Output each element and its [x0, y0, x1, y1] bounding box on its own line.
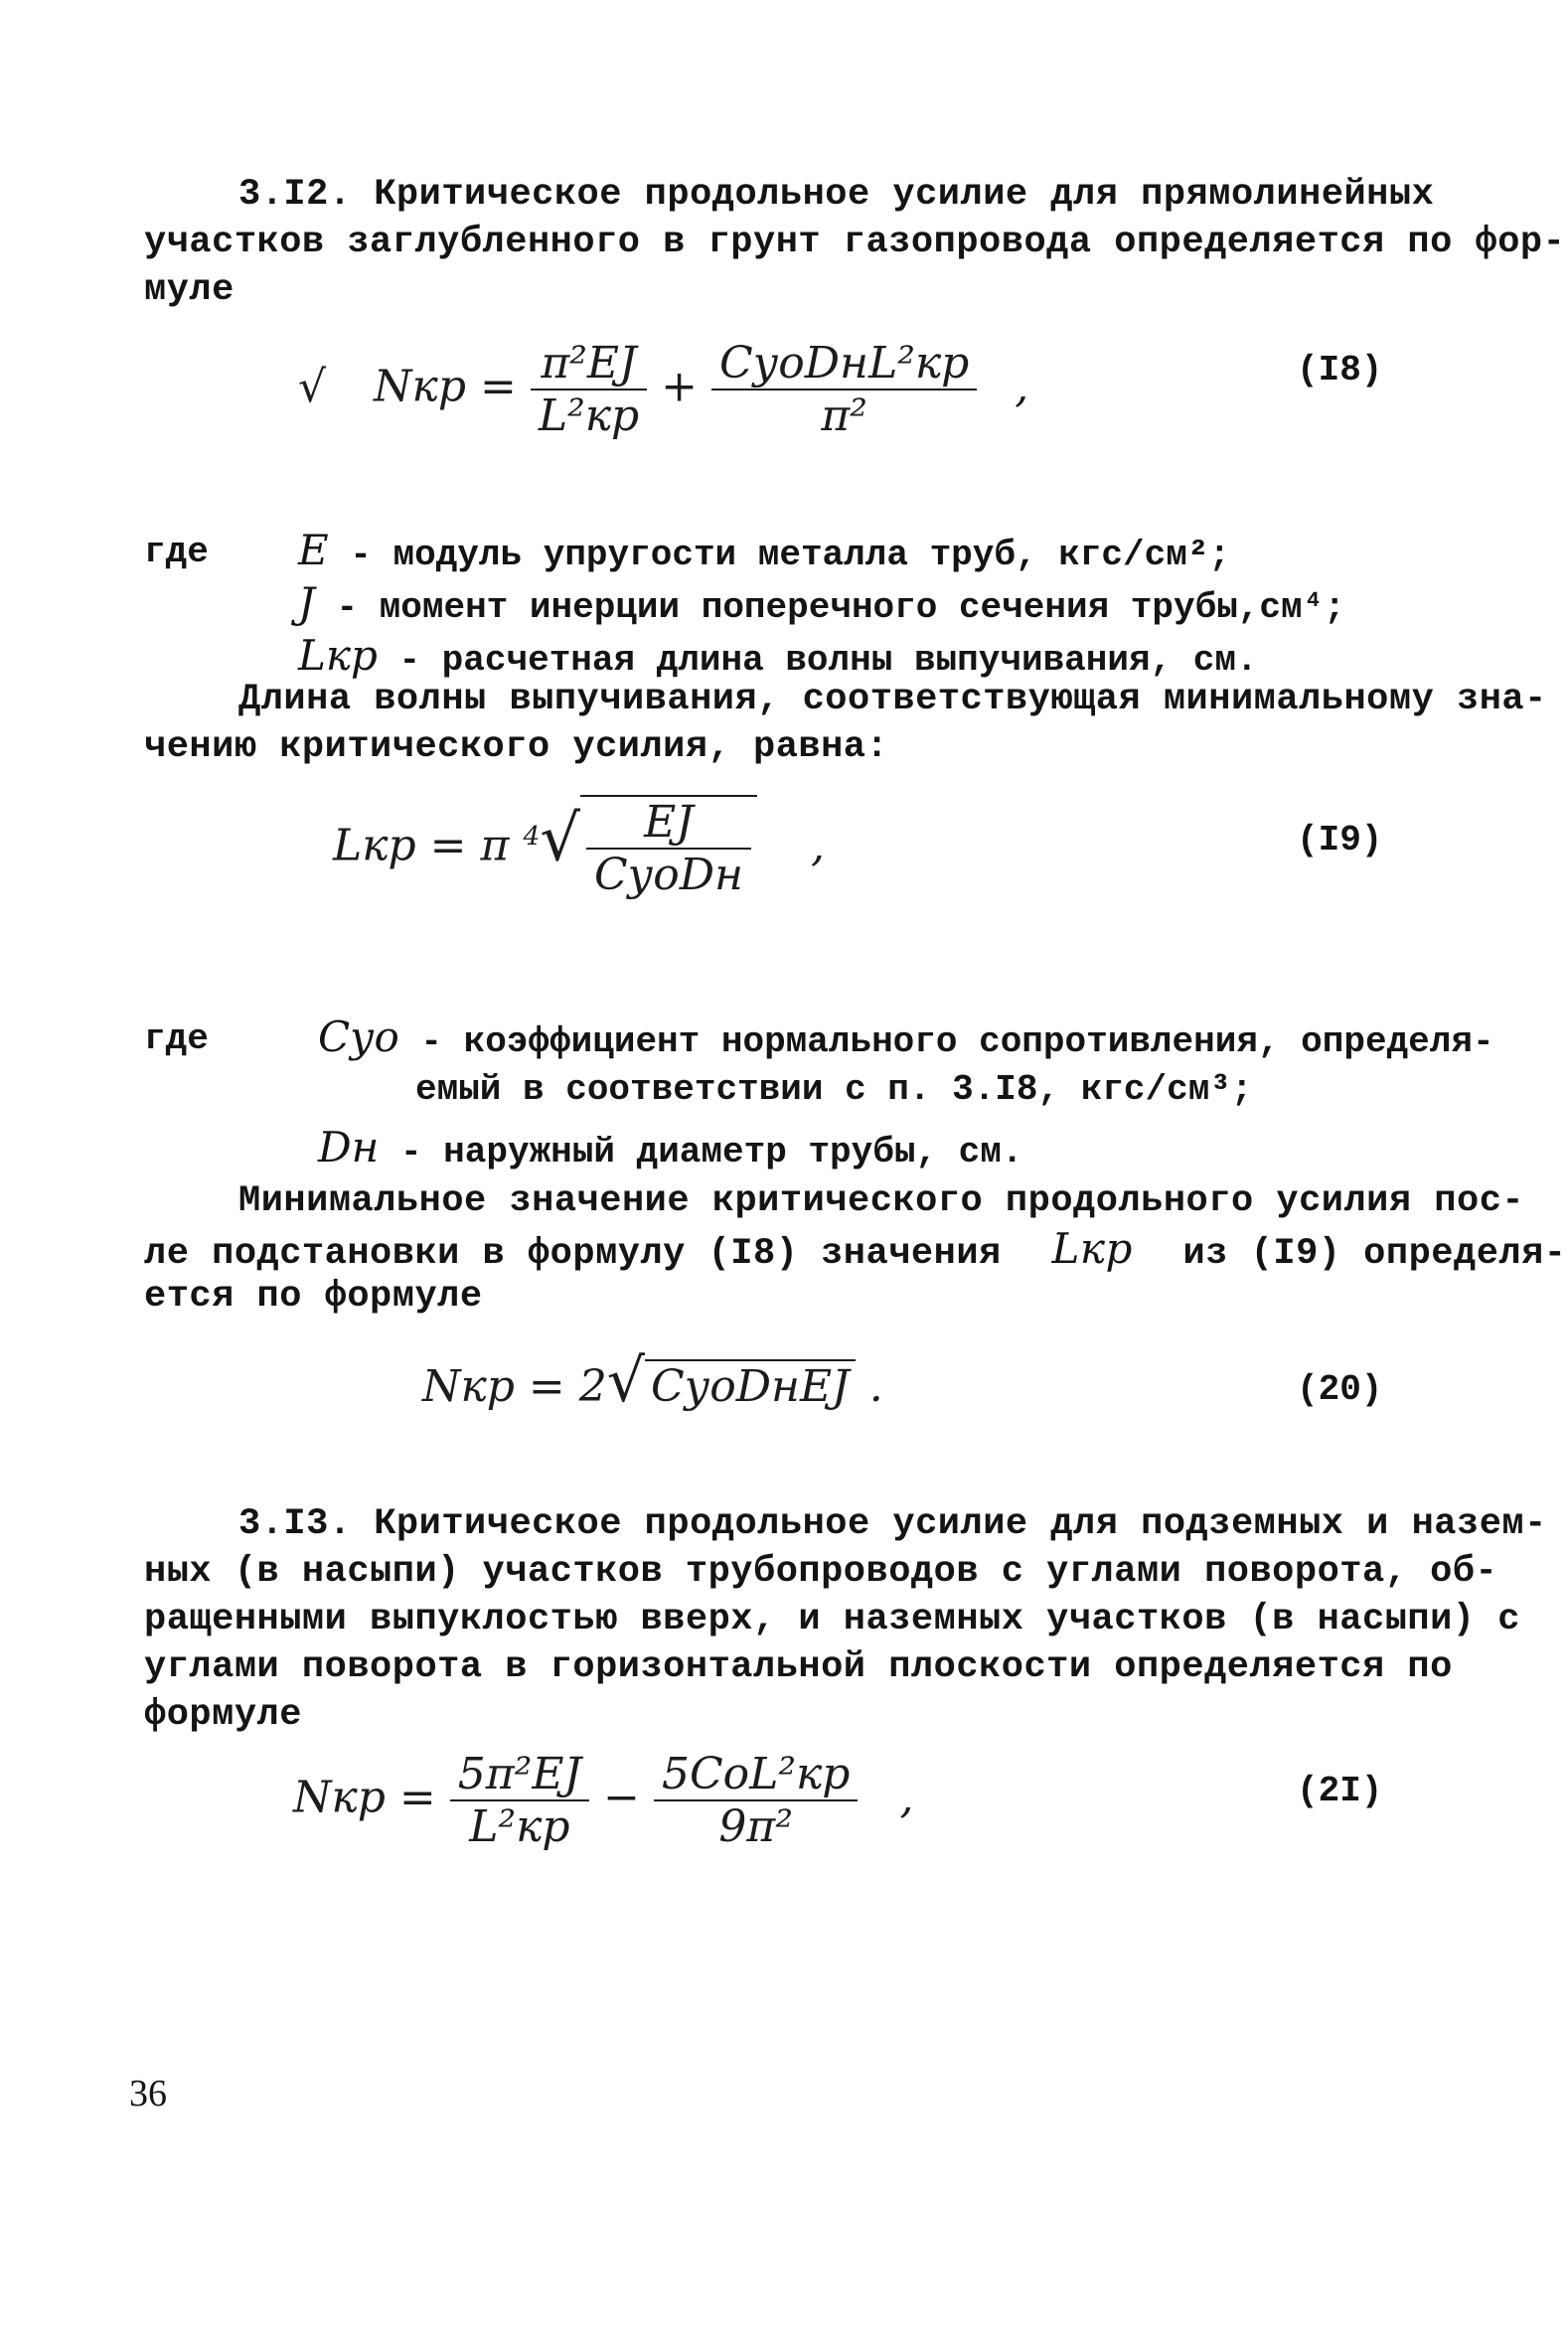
formula-20-lhs: Nкр =	[422, 1361, 565, 1412]
para-min-line2	[144, 1225, 1567, 1278]
formula-21-term1-num: 5π²EJ	[450, 1749, 589, 1801]
formula-21-number: (2I)	[1297, 1771, 1383, 1811]
formula-19-num: EJ	[586, 797, 751, 850]
formula-19-number: (I9)	[1297, 820, 1383, 860]
formula-21-term2-den: 9π²	[718, 1801, 793, 1852]
definition-symbol: Lкр	[298, 631, 378, 680]
definition-symbol: Dн	[318, 1123, 380, 1171]
formula-20: Nкр = 2√ CуоDнEJ .	[422, 1346, 883, 1416]
check-mark: √	[298, 361, 327, 412]
formula-20-coef: 2	[578, 1361, 607, 1412]
formula-18-number: (I8)	[1297, 350, 1383, 390]
definition-text: - расчетная длина волны выпучивания, см.	[398, 640, 1258, 681]
definition-item	[298, 579, 1345, 632]
definition-item	[318, 1124, 1494, 1176]
formula-19-radicand	[580, 795, 757, 900]
formula-18	[298, 338, 1073, 441]
where-2-list	[318, 1014, 1494, 1176]
para-min-line2b: из (I9) определя-	[1182, 1233, 1567, 1275]
section-312-line3: муле	[144, 269, 235, 311]
formula-18-term1	[531, 338, 647, 441]
section-313-line1: 3.I3. Критическое продольное усилие для подземных и назем-	[238, 1503, 1547, 1545]
definition-text: - наружный диаметр трубы, см.	[399, 1132, 1023, 1172]
formula-18-term2	[711, 338, 977, 441]
formula-18-lhs: Nкр =	[374, 361, 517, 412]
para-min-line2a: ле подстановки в формулу (I8) значения	[144, 1233, 1002, 1275]
section-313-line4: углами поворота в горизонтальной плоскости определяется по	[144, 1646, 1453, 1688]
formula-18-tail: ,	[1015, 361, 1029, 412]
formula-19-pi: π	[480, 820, 510, 871]
formula-21-term1-den: L²кр	[469, 1801, 570, 1852]
definition-text: - момент инерции поперечного сечения трубы,см⁴;	[336, 587, 1345, 628]
formula-21-term1	[450, 1749, 589, 1852]
definition-text: - коэффициент нормального сопротивления, определя-	[420, 1021, 1494, 1062]
formula-20-number: (20)	[1297, 1369, 1383, 1410]
definition-symbol: J	[298, 578, 315, 627]
formula-21-term2	[654, 1749, 858, 1852]
formula-19-lhs: Lкр =	[333, 820, 467, 871]
formula-20-tail: .	[868, 1361, 883, 1412]
para-min-line1: Минимальное значение критического продольного усилия пос-	[238, 1180, 1525, 1222]
formula-19-tail: ,	[810, 820, 825, 871]
formula-19-den: CуоDн	[594, 850, 743, 900]
formula-21-op: −	[603, 1772, 640, 1823]
formula-21-tail: ,	[899, 1772, 914, 1823]
page-number: 36	[129, 2073, 167, 2114]
section-313-line5: формуле	[144, 1694, 302, 1736]
formula-18-term1-den: L²кр	[538, 390, 640, 441]
where-label-1: где	[144, 532, 209, 572]
definition-symbol: Cуо	[318, 1013, 399, 1061]
section-312-line2: участков заглубленного в грунт газопровода определяется по фор-	[144, 222, 1566, 263]
where-1-list	[298, 527, 1345, 685]
definition-item-continued: емый в соответствии с п. 3.I8, кгс/см³;	[415, 1069, 1253, 1110]
para-min-symbol: Lкр	[1051, 1224, 1133, 1273]
formula-20-radicand: CуоDнEJ	[645, 1359, 856, 1412]
where-label-2: где	[144, 1018, 209, 1059]
formula-18-term2-num: CуоDнL²кр	[711, 338, 977, 390]
formula-21-lhs: Nкр =	[293, 1772, 436, 1823]
formula-18-op: +	[661, 361, 699, 412]
definition-text: - модуль упругости металла труб, кгс/см²;	[350, 535, 1231, 575]
section-313-line3: ращенными выпуклостью вверх, и наземных участков (в насыпи) с	[144, 1599, 1520, 1640]
formula-19-fraction	[586, 797, 751, 900]
formula-19: Lкр = π $^4$√ $\frac{EJ}{\text{CуоDн}}$ ,	[333, 797, 825, 900]
section-313-line2: ных (в насыпи) участков трубопроводов с углами поворота, об-	[144, 1551, 1498, 1593]
definition-item	[318, 1014, 1494, 1066]
formula-18-term1-num: π²EJ	[531, 338, 647, 390]
formula-18-term2-den: π²	[821, 390, 867, 441]
para-min-line3: ется по формуле	[144, 1276, 483, 1318]
para-length-line2: чению критического усилия, равна:	[144, 726, 889, 768]
para-length-line1: Длина волны выпучивания, соответствующая минимальному зна-	[238, 679, 1547, 720]
definition-symbol: E	[298, 526, 329, 574]
definition-item	[298, 527, 1345, 579]
formula-19-root-index: 4	[523, 820, 541, 852]
formula-21	[293, 1749, 1009, 1852]
section-312-line1: 3.I2. Критическое продольное усилие для прямолинейных	[238, 174, 1435, 216]
formula-21-term2-num: 5CoL²кр	[654, 1749, 858, 1801]
